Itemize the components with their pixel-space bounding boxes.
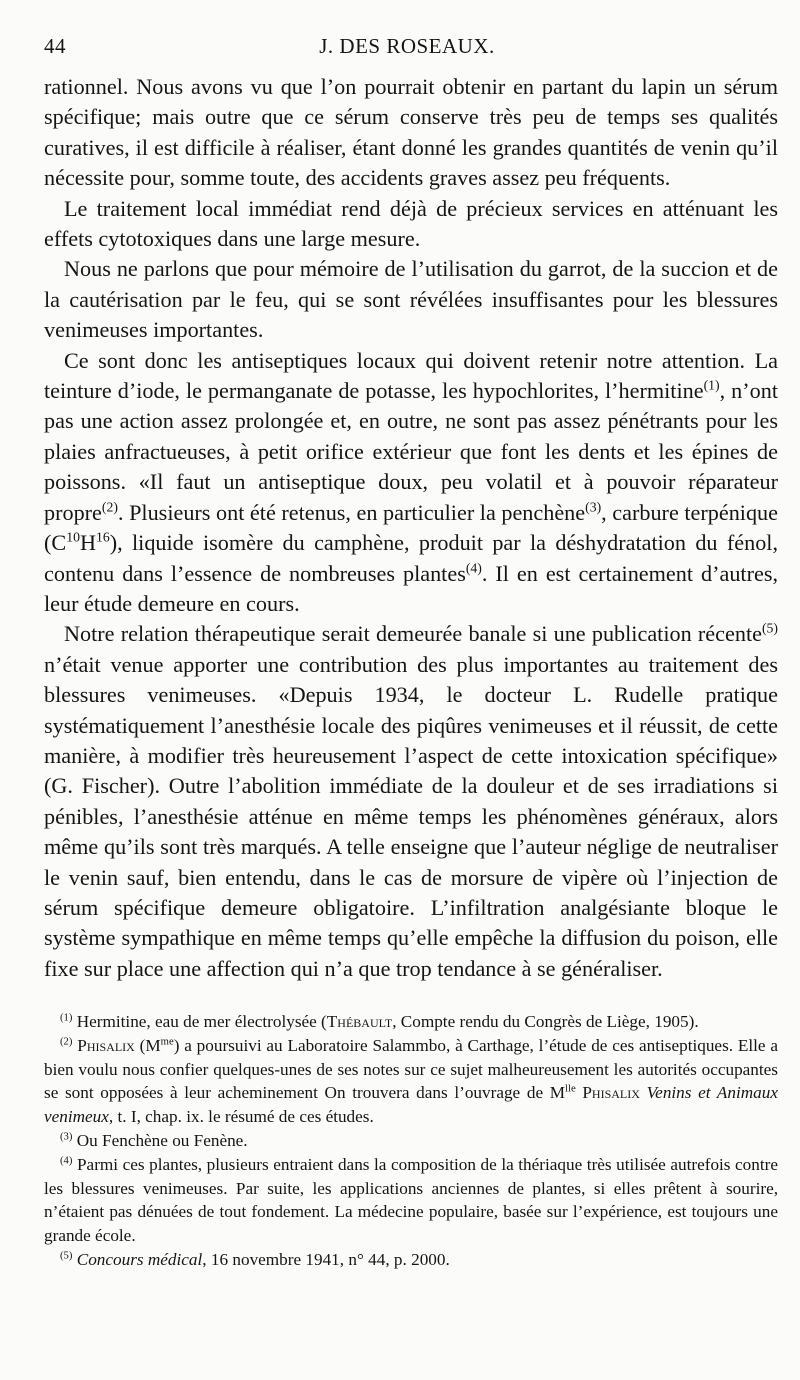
footnote-title-abbrev: lle — [565, 1083, 576, 1095]
footnote-4 — [44, 1153, 778, 1247]
paragraph-4-text: , n’ont pas une action assez prolongée et, en outre, ne sont pas assez pénétrants pour les plaies anfractueuses, à petit orifice extérieur que font les dents et les épines de poissons. «Il faut un antiseptique doux, peu volatil et à pouvoir réparateur propre — [44, 378, 778, 525]
footnote-text: , Compte rendu du Congrès de Liège, 1905). — [392, 1012, 699, 1031]
footnote-mark: (4) — [60, 1155, 73, 1167]
page-number: 44 — [44, 34, 66, 58]
footnote-ref-2: (2) — [101, 499, 118, 515]
footnote-mark: (2) — [60, 1036, 73, 1048]
footnote-author: Phisalix — [77, 1036, 135, 1056]
paragraph-4-text: H — [79, 530, 96, 556]
paragraph-5-text: n’était venue apporter une contribution des plus importantes au traitement des blessures venimeuses. «Depuis 1934, le docteur L. Rudelle pratique systématiquement l’anesthésie locale des piqûres venimeuses et il réussit, de cette manière, à modifier très heureusement l’aspect de cette intoxication spécifique» (G. Fischer). Outre l’abolition immédiate de la douleur et de ses irradiations si pénibles, l’anesthésie atténue en même temps les phénomènes généraux, alors même qu’ils sont très marqués. A telle enseigne que l’auteur néglige de neutraliser le venin sauf, bien entendu, dans le cas de morsure de vipère où l’injection de sérum spécifique demeure obligatoire. L’infiltration analgésiante bloque le système sympathique en même temps qu’elle empêche la diffusion du poison, elle fixe sur place une affection qui n’a que trop tendance à se généraliser. — [44, 651, 778, 981]
footnote-ref-3: (3) — [585, 499, 602, 515]
footnote-journal-title: Concours médical — [76, 1250, 203, 1270]
paragraph-5 — [44, 619, 778, 984]
running-title: J. DES ROSEAUX. — [319, 34, 495, 58]
paragraph-4-text: , carbure terpénique (C — [44, 499, 778, 556]
footnotes — [44, 1010, 778, 1272]
body-text — [44, 72, 778, 984]
paragraph-5-text: Notre relation thérapeutique serait demeurée banale si une publication récente — [64, 621, 762, 647]
paragraph-2: Le traitement local immédiat rend déjà de précieux services en atténuant les effets cytotoxiques dans une large mesure. — [44, 195, 778, 252]
footnote-2 — [44, 1034, 778, 1128]
footnote-book-title: Venins et Animaux venimeux — [44, 1083, 778, 1126]
footnote-5 — [44, 1248, 778, 1271]
footnote-text: Hermitine, eau de mer électrolysée ( — [76, 1012, 327, 1031]
footnote-ref-4: (4) — [465, 560, 482, 576]
footnote-author: Thébault — [326, 1012, 393, 1031]
footnote-text: , 16 novembre 1941, n° 44, p. 2000. — [202, 1250, 450, 1270]
footnote-mark: (1) — [60, 1012, 73, 1024]
footnote-text: (M — [134, 1036, 161, 1056]
footnote-text: ) a poursuivi au Laboratoire Salammbo, à Carthage, l’étude de ces antiseptiques. Elle a bien voulu nous confier quelques-unes de ses notes sur ce sujet malheureusement les autorités occupantes se sont opposées à leur acheminement On trouvera dans l’ouvrage de M — [44, 1036, 778, 1103]
paragraph-4 — [44, 346, 778, 620]
footnote-author: Phisalix — [582, 1083, 640, 1103]
footnote-ref-5: (5) — [761, 620, 778, 636]
page-header — [44, 18, 770, 58]
footnote-text: Parmi ces plantes, plusieurs entraient dans la composition de la thériaque très utilisée autrefois contre les blessures venimeuses. Par suite, les applications anciennes de plantes, si elles prêtent à sourire, n’étaient pas dénuées de tout fondement. La médecine populaire, basée sur l’expérience, est toujours une grande école. — [44, 1155, 779, 1245]
footnote-title-abbrev: me — [160, 1036, 174, 1048]
paragraph-4-text: . Plusieurs ont été retenus, en particulier la penchène — [117, 499, 586, 525]
paragraph-4-text: . Il en est certainement d’autres, leur étude demeure en cours. — [44, 560, 778, 616]
footnote-text: Ou Fenchène ou Fenène. — [76, 1131, 248, 1151]
footnote-3 — [44, 1129, 778, 1152]
footnote-mark: (5) — [60, 1250, 73, 1262]
paragraph-4-text: Ce sont donc les antiseptiques locaux qui doivent retenir notre attention. La teinture d’iode, le permanganate de potasse, les hypochlorites, l’hermitine — [44, 347, 778, 404]
paragraph-3: Nous ne parlons que pour mémoire de l’utilisation du garrot, de la succion et de la cautérisation par le feu, qui se sont révélées insuffisantes pour les blessures venimeuses importantes. — [44, 256, 778, 343]
formula-subscript: 10 — [66, 529, 80, 545]
footnote-text: , t. I, chap. ix. le résumé de ces études. — [108, 1106, 374, 1126]
paragraph-1: rationnel. Nous avons vu que l’on pourrait obtenir en partant du lapin un sérum spécifique; mais outre que ce sérum conserve très peu de temps ses qualités curatives, il est difficile à réaliser, étant donné les grandes quantités de venin qu’il nécessite pour, somme toute, des accidents graves assez peu fréquents. — [44, 74, 778, 191]
footnote-1 — [44, 1010, 778, 1033]
formula-subscript: 16 — [95, 529, 110, 545]
footnote-mark: (3) — [60, 1131, 73, 1143]
paragraph-4-text: ), liquide isomère du camphène, produit par la déshydratation du fénol, contenu dans l’essence de nombreuses plantes — [44, 530, 778, 586]
footnote-ref-1: (1) — [703, 377, 720, 393]
